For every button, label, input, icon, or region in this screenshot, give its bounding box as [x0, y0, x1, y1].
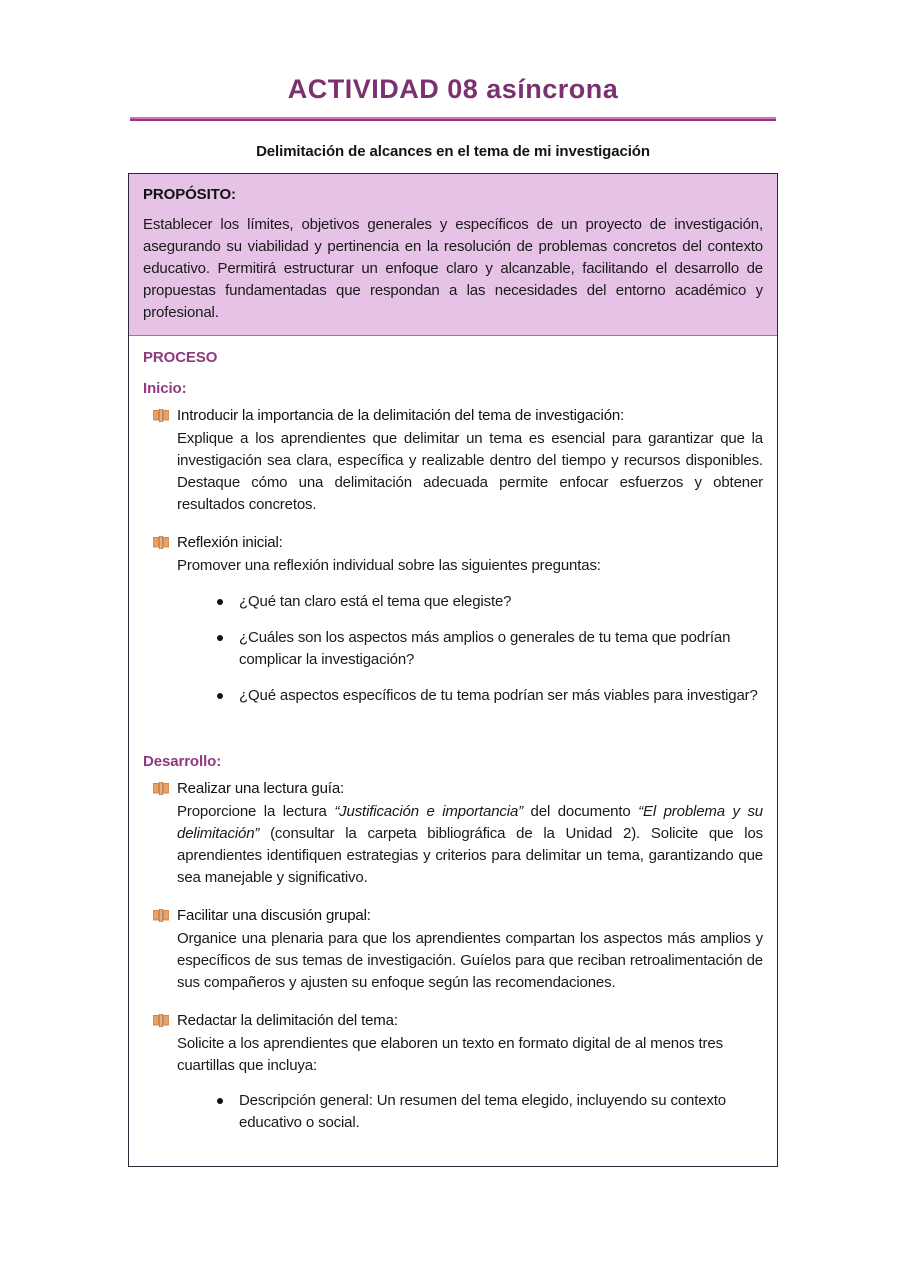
- list-item: Descripción general: Un resumen del tema elegido, incluyendo su contexto educativo o social.: [239, 1090, 763, 1134]
- purpose-label: PROPÓSITO:: [143, 186, 236, 203]
- inicio-heading: Inicio:: [143, 380, 187, 398]
- list-item-body: Solicite a los aprendientes que elaboren un texto en formato digital de al menos tres cuartillas que incluya:: [177, 1034, 723, 1074]
- process-heading: PROCESO: [143, 349, 218, 367]
- book-bullet-icon: [153, 409, 169, 422]
- process-body: [129, 336, 777, 1134]
- reading-text-middle: del documento: [522, 802, 639, 820]
- list-item: ¿Qué aspectos específicos de tu tema podrían ser más viables para investigar?: [239, 685, 763, 707]
- book-bullet-icon: [153, 909, 169, 922]
- page-title: ACTIVIDAD 08 asíncrona: [287, 74, 619, 104]
- list-item: [143, 405, 763, 516]
- reading-title-2: “El problema y su delimitación”: [177, 802, 763, 842]
- book-bullet-icon: [153, 536, 169, 549]
- list-item: [143, 778, 763, 889]
- book-bullet-icon: [153, 1014, 169, 1027]
- list-item-title: Facilitar una discusión grupal:: [177, 907, 371, 925]
- list-item-title: Realizar una lectura guía:: [177, 780, 345, 798]
- list-item: [143, 905, 763, 994]
- deliverables-list: [177, 1090, 763, 1134]
- list-item-body: [177, 801, 763, 889]
- list-item: ¿Cuáles son los aspectos más amplios o generales de tu tema que podrían complicar la investigación?: [239, 627, 763, 671]
- reflection-questions-list: [177, 591, 763, 707]
- list-item: [143, 532, 763, 707]
- section-spacer: [143, 723, 763, 753]
- purpose-text: Establecer los límites, objetivos generales y específicos de un proyecto de investigación, asegurando su viabilidad y pertinencia en la resolución de problemas concretos del contexto educativo. Permitirá estructurar un enfoque claro y alcanzable, facilitando el desarrollo de propuestas fundamentadas que respondan a las necesidades del entorno académico y profesional.: [143, 216, 763, 322]
- list-item-body: Organice una plenaria para que los aprendientes compartan los aspectos más amplios y específicos de sus temas de investigación. Guíelos para que reciban retroalimentación de sus compañeros y ajusten su enfoque según las recomendaciones.: [177, 929, 763, 991]
- list-item-title: Introducir la importancia de la delimitación del tema de investigación:: [177, 407, 625, 425]
- desarrollo-heading: Desarrollo:: [143, 753, 222, 771]
- list-item-body: Explique a los aprendientes que delimitar un tema es esencial para garantizar que la investigación sea clara, específica y realizable dentro del tiempo y recursos disponibles. Destaque cómo una delimitación adecuada permite enfocar esfuerzos y obtener resultados concretos.: [177, 429, 763, 514]
- content-frame: [128, 173, 778, 1167]
- purpose-block: [129, 174, 777, 336]
- list-item-title: Redactar la delimitación del tema:: [177, 1011, 398, 1029]
- list-item-title: Reflexión inicial:: [177, 534, 283, 552]
- reading-title-1: “Justificación e importancia”: [334, 802, 523, 820]
- list-item-body: Promover una reflexión individual sobre las siguientes preguntas:: [177, 556, 601, 574]
- list-item: [143, 1010, 763, 1134]
- reading-text-suffix: (consultar la carpeta bibliográfica de la Unidad 2). Solicite que los aprendientes identifiquen estrategias y criterios para delimitar un tema, garantizando que sea manejable y significativo.: [177, 824, 763, 887]
- book-bullet-icon: [153, 782, 169, 795]
- page-subtitle: Delimitación de alcances en el tema de mi investigación: [256, 143, 650, 161]
- reading-text-prefix: Proporcione la lectura: [177, 802, 335, 820]
- list-item: ¿Qué tan claro está el tema que elegiste?: [239, 591, 763, 613]
